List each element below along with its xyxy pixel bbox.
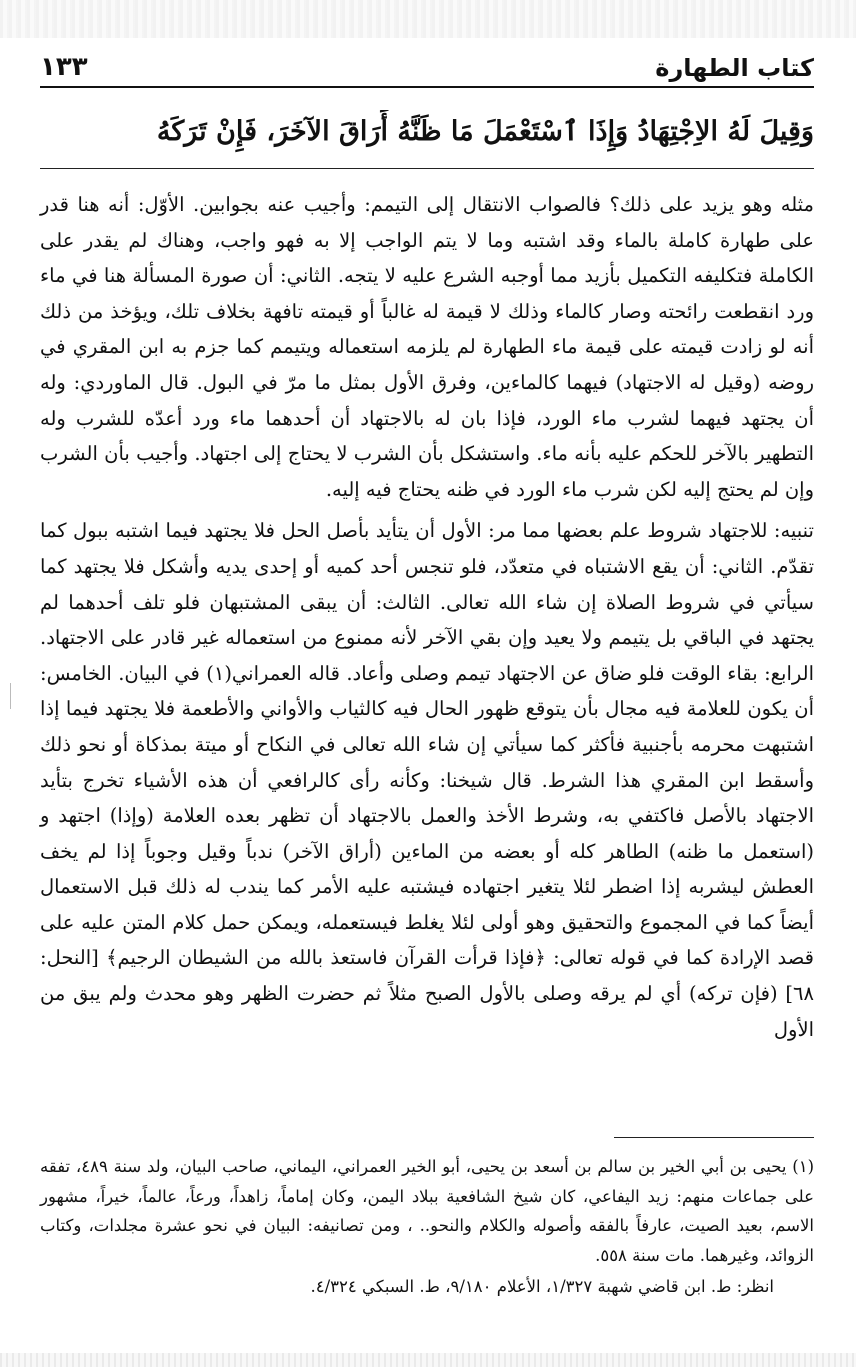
scan-margin-mark xyxy=(10,683,14,709)
paragraph-1: مثله وهو يزيد على ذلك؟ فالصواب الانتقال إلى التيمم: وأجيب عنه بجوابين. الأوّل: أنه هنا قدر على طهارة كاملة بالماء وقد اشتبه وما لا يتم الواجب إلا به فهو واجب، وهناك لم يقدر على الكاملة فتكليفه التكميل بأزيد مما أوجبه الشرع عليه لا يتجه. الثاني: أن صورة المسألة هنا في ماء ورد انقطعت رائحته وصار كالماء وذلك لا قيمة له غالباً أو قيمته تافهة بخلاف تلك، ويؤخذ من ذلك أنه لو زادت قيمته على قيمة ماء الطهارة لم يلزمه استعماله ويتيمم كما جزم به ابن المقري في روضه (وقيل له الاجتهاد) فيهما كالماءين، وفرق الأول بمثل ما مرّ في البول. قال الماوردي: وله أن يجتهد فيهما لشرب ماء الورد، فإذا بان له بالاجتهاد أن أحدهما ماء ورد أعدّه للشرب وله التطهير بالآخر للحكم عليه بأنه ماء. واستشكل بأن الشرب لا يحتاج إلى اجتهاد. وأجيب بأن الشرب وإن لم يحتج إليه لكن شرب ماء الورد في ظنه يحتاج فيه إليه. xyxy=(40,193,814,501)
footnote-divider xyxy=(614,1137,814,1138)
scan-edge-top xyxy=(0,0,856,38)
footnote-1: (١) يحيى بن أبي الخير بن سالم بن أسعد بن يحيى، أبو الخير العمراني، اليماني، صاحب البيان، ولد سنة ٤٨٩، تفقه على جماعات منهم: زيد اليفاعي، كان شيخ الشافعية ببلاد اليمن، وكان إماماً، زاهداً، ورعاً، عالماً، خيراً، مشهور الاسم، بعيد الصيت، عارفاً بالفقه وأصوله والكلام والنحو.. ، ومن تصانيفه: البيان في نحو عشرة مجلدات، وكتاب الزوائد، وغيرهما. مات سنة ٥٥٨. xyxy=(40,1157,814,1265)
page-number: ١٣٣ xyxy=(40,52,88,82)
matn-line: وَقِيلَ لَهُ الاِجْتِهَادُ وَإِذَا ٱسْتَعْمَلَ مَا ظَنَّهُ أَرَاقَ الآخَرَ، فَإِنْ تَرَكَهُ xyxy=(40,110,814,169)
scan-edge-bottom xyxy=(0,1353,856,1367)
paragraph-2: تنبيه: للاجتهاد شروط علم بعضها مما مر: الأول أن يتأيد بأصل الحل فلا يجتهد فيما اشتبه ببول كما تقدّم. الثاني: أن يقع الاشتباه في متعدّد، فلو تنجس أحد كميه أو إحدى يديه وأشكل فلا يجتهد كما سيأتي في شروط الصلاة إن شاء الله تعالى. الثالث: أن يبقى المشتبهان فلو تلف أحدهما لم يجتهد في الباقي بل يتيمم ولا يعيد وإن بقي الآخر لأنه ممنوع من استعماله غير قادر على الاجتهاد. الرابع: بقاء الوقت فلو ضاق عن الاجتهاد تيمم وصلى وأعاد. قاله العمراني(١) في البيان. الخامس: أن يكون للعلامة فيه مجال بأن يتوقع ظهور الحال فيه كالثياب والأواني والأطعمة فلا يجتهد فيما إذا اشتبهت محرمه بأجنبية فأكثر كما سيأتي إن شاء الله تعالى في النكاح أو ميتة بمذكاة أو نحو ذلك وأسقط ابن المقري هذا الشرط. قال شيخنا: وكأنه رأى كالرافعي أن هذه الأشياء تخرج بتأيد الاجتهاد بالأصل فاكتفي به، وشرط الأخذ والعمل بالاجتهاد أن تظهر بعده العلامة (وإذا) اجتهد و (استعمل ما ظنه) الطاهر كله أو بعضه من الماءين (أراق الآخر) ندباً وقيل وجوباً إذا لم يخف العطش ليشربه إذا اضطر لئلا يتغير اجتهاده فيشتبه عليه الأمر كما يندب له ذلك قبل الاستعمال أيضاً كما في المجموع والتحقيق وهو أولى لئلا يغلط فيستعمله، ويمكن حمل كلام المتن عليه على قصد الإرادة كما في قوله تعالى: ﴿فإذا قرأت القرآن فاستعذ بالله من الشيطان الرجيم﴾ [النحل: ٦٨] (فإن تركه) أي لم يرقه وصلى بالأول الصبح مثلاً ثم حضرت الظهر وهو محدث ولم يبق من الأول xyxy=(40,519,814,1041)
footnotes-section xyxy=(40,1137,814,1301)
running-header xyxy=(40,44,814,88)
commentary-body xyxy=(40,187,814,1047)
book-page xyxy=(40,44,814,1047)
chapter-title: كتاب الطهارة xyxy=(655,54,814,82)
footnote-reference: انظر: ط. ابن قاضي شهبة ١/٣٢٧، الأعلام ٩/١٨٠، ط. السبكي ٤/٣٢٤. xyxy=(310,1277,774,1296)
